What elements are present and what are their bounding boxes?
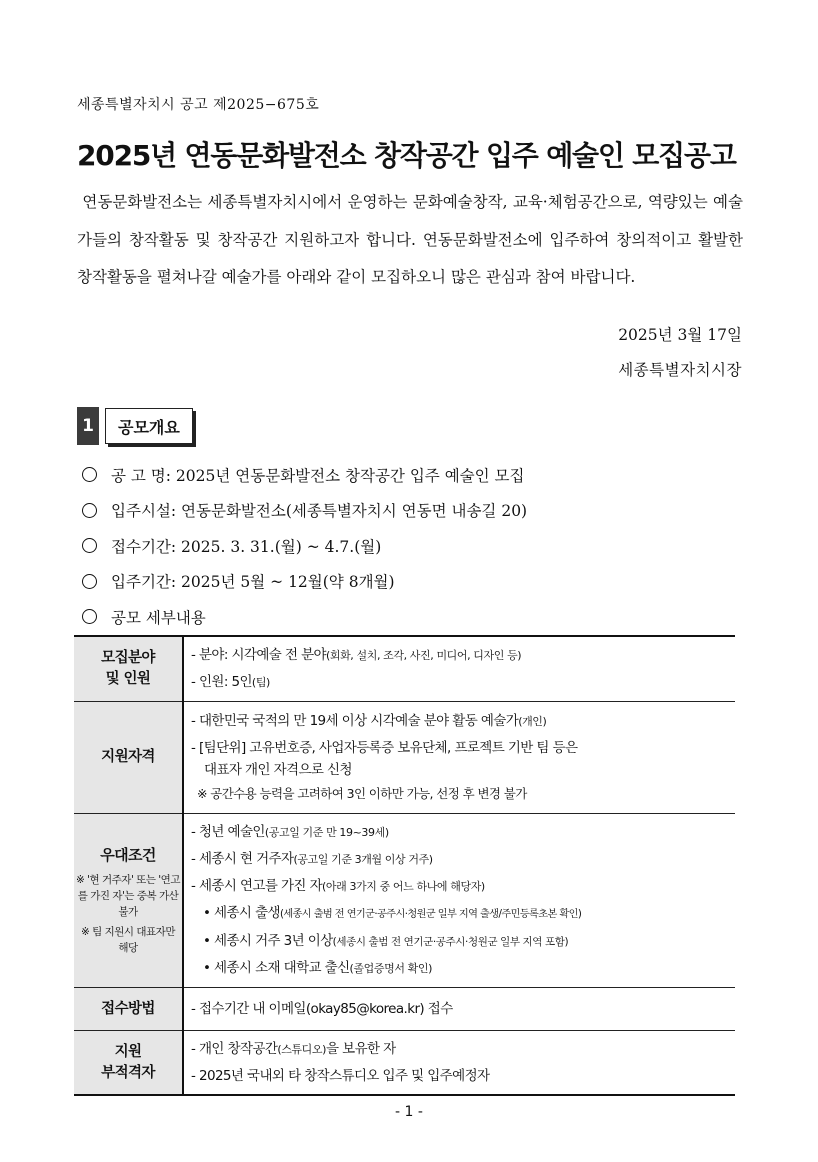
- table-row-ineligible: [74, 1031, 735, 1096]
- row-label: 우대조건 ※ '현 거주자' 또는 '연고를 가진 자'는 중복 가산 불가 ※ 팀 지원시 대표자만 해당: [74, 814, 183, 988]
- issuer: 세종특별자치시장: [618, 361, 742, 379]
- circle-bullet-icon: [82, 467, 97, 482]
- row-label: 접수방법: [74, 988, 183, 1031]
- section-heading: [77, 406, 193, 446]
- intro-paragraph: [77, 184, 743, 297]
- table-row-preference: [74, 814, 735, 988]
- details-table: [74, 635, 735, 1096]
- table-row-recruit: [74, 636, 735, 702]
- section-title: 공모개요: [105, 408, 193, 444]
- row-content: - 청년 예술인(공고일 기준 만 19~39세) - 세종시 현 거주자(공고일 기준 3개월 이상 거주) - 세종시 연고를 가진 자(아래 3가지 중 어느 하나에 해당자) • 세종시 출생(세종시 출범 전 연기군·공주시·청원군 일부 지역 출생/주민등록초본 확인) • 세종시 거주 3년 이상(세종시 출범 전 연기군·공주시·청원군 일부 지역 포함) • 세종시 소재 대학교 출신(졸업증명서 확인): [183, 814, 735, 988]
- notice-number: 세종특별자치시 공고 제2025−675호: [77, 97, 320, 113]
- list-item: 입주시설: 연동문화발전소(세종특별자치시 연동면 내송길 20): [82, 493, 527, 529]
- row-content: - 분야: 시각예술 전 분야(회화, 설치, 조각, 사진, 미디어, 디자인 등) - 인원: 5인(팀): [183, 636, 735, 702]
- list-item: 공모 세부내용: [82, 599, 527, 635]
- overview-list: [82, 457, 527, 635]
- intro-text: 연동문화발전소는 세종특별자치시에서 운영하는 문화예술창작, 교육·체험공간으로, 역량있는 예술가들의 창작활동 및 창작공간 지원하고자 합니다. 연동문화발전소에 입주하여 창의적이고 활발한 창작활동을 펼쳐나갈 예술가를 아래와 같이 모집하오니 많은 관심과 참여 바랍니다.: [77, 193, 743, 286]
- row-content: - 접수기간 내 이메일(okay85@korea.kr) 접수: [183, 988, 735, 1031]
- row-content: - 대한민국 국적의 만 19세 이상 시각예술 분야 활동 예술가(개인) - [팀단위] 고유번호증, 사업자등록증 보유단체, 프로젝트 기반 팀 등은 대표자 개인 자격으로 신청 ※ 공간수용 능력을 고려하여 3인 이하만 가능, 선정 후 변경 불가: [183, 702, 735, 814]
- circle-bullet-icon: [82, 609, 97, 624]
- page-number: - 1 -: [395, 1104, 423, 1120]
- section-number: 1: [77, 407, 99, 445]
- list-item: 접수기간: 2025. 3. 31.(월) ~ 4.7.(월): [82, 528, 527, 564]
- list-item: 공 고 명: 2025년 연동문화발전소 창작공간 입주 예술인 모집: [82, 457, 527, 493]
- circle-bullet-icon: [82, 574, 97, 589]
- list-item: 입주기간: 2025년 5월 ~ 12월(약 8개월): [82, 564, 527, 600]
- circle-bullet-icon: [82, 503, 97, 518]
- table-row-method: [74, 988, 735, 1031]
- row-label: 지원자격: [74, 702, 183, 814]
- row-label: 모집분야 및 인원: [74, 636, 183, 702]
- preference-note: ※ 팀 지원시 대표자만 해당: [81, 926, 175, 954]
- table-row-qualify: [74, 702, 735, 814]
- circle-bullet-icon: [82, 538, 97, 553]
- notice-date: 2025년 3월 17일: [618, 326, 742, 344]
- page-title: 2025년 연동문화발전소 창작공간 입주 예술인 모집공고: [77, 139, 736, 172]
- row-label: 지원 부적격자: [74, 1031, 183, 1096]
- row-content: - 개인 창작공간(스튜디오)을 보유한 자 - 2025년 국내외 타 창작스튜디오 입주 및 입주예정자: [183, 1031, 735, 1096]
- preference-note: ※ '현 거주자' 또는 '연고를 가진 자'는 중복 가산 불가: [76, 874, 180, 918]
